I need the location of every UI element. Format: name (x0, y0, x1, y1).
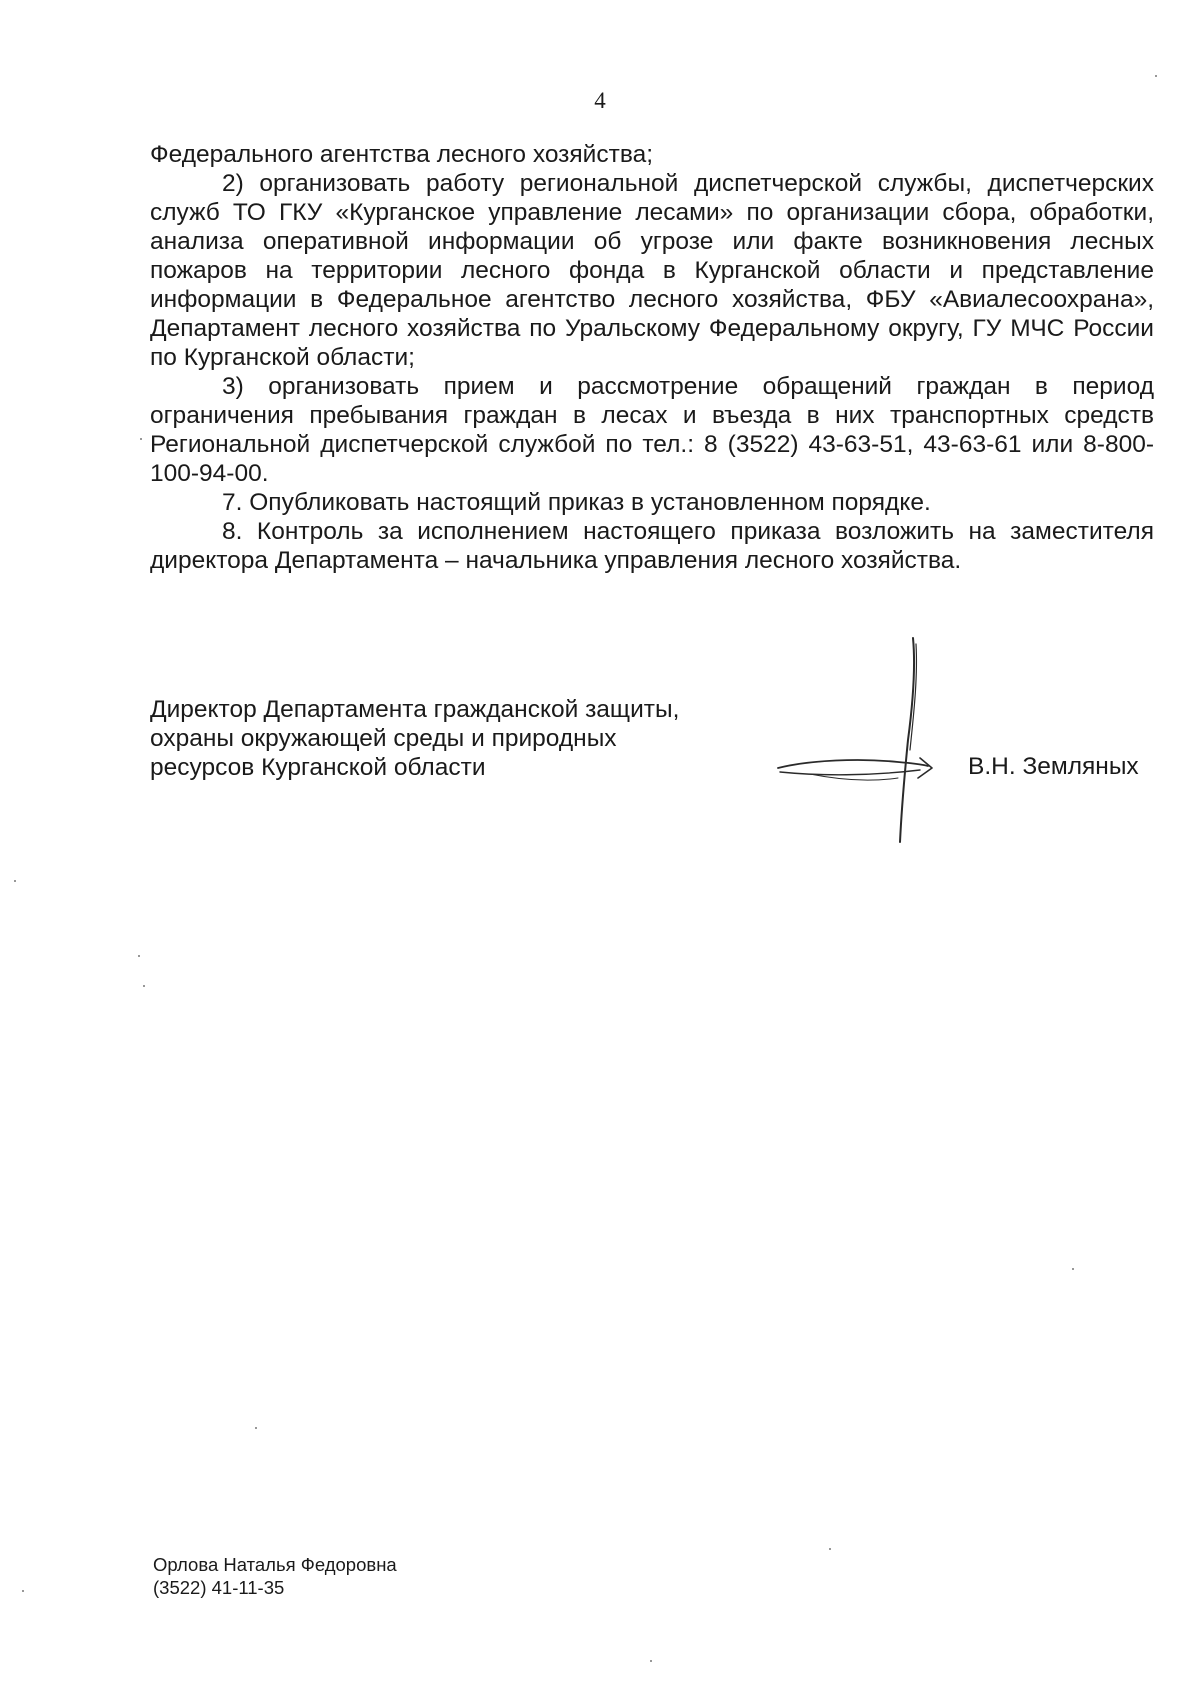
signer-position-line: Директор Департамента гражданской защиты, (150, 696, 680, 723)
scan-speck (140, 438, 142, 440)
document-body (150, 140, 1154, 575)
executor-name: Орлова Наталья Федоровна (153, 1554, 397, 1575)
handwritten-signature-icon (770, 630, 950, 850)
scan-speck (650, 1660, 652, 1662)
page-number: 4 (594, 88, 606, 113)
signer-name: В.Н. Земляных (968, 753, 1139, 780)
scan-speck (143, 985, 145, 987)
scan-speck (1072, 1268, 1074, 1270)
paragraph-item-7: 7. Опубликовать настоящий приказ в установленном порядке. (222, 489, 931, 516)
scan-speck (138, 955, 140, 957)
signer-position-line: охраны окружающей среды и природных (150, 725, 617, 752)
paragraph-item-2: 2) организовать работу региональной диспетчерской службы, диспетчерских служб ТО ГКУ «Курганское управление лесами» по организации сбора, обработки, анализа оперативной информации об угрозе или факте возникновения лесных пожаров на территории лесного фонда в Курганской области и представление информации в Федеральное агентство лесного хозяйства, ФБУ «Авиалесоохрана», Департамент лесного хозяйства по Уральскому Федеральному округу, ГУ МЧС России по Курганской области; (150, 170, 1154, 371)
scan-speck (22, 1590, 24, 1592)
executor-phone: (3522) 41-11-35 (153, 1577, 285, 1598)
scan-speck (255, 1427, 257, 1429)
signer-position (150, 695, 679, 782)
paragraph-item-8: 8. Контроль за исполнением настоящего приказа возложить на заместителя директора Департамента – начальника управления лесного хозяйства. (150, 518, 1154, 574)
paragraph-continuation: Федерального агентства лесного хозяйства; (150, 141, 654, 168)
scan-speck (829, 1548, 831, 1550)
scan-speck (14, 880, 16, 882)
executor-info (153, 1553, 397, 1599)
signer-position-line: ресурсов Курганской области (150, 754, 486, 781)
paragraph-item-3: 3) организовать прием и рассмотрение обращений граждан в период ограничения пребывания граждан в лесах и въезда в них транспортных средств Региональной диспетчерской службой по тел.: 8 (3522) 43-63-51, 43-63-61 или 8-800-100-94-00. (150, 373, 1154, 487)
scan-speck (1155, 75, 1157, 77)
